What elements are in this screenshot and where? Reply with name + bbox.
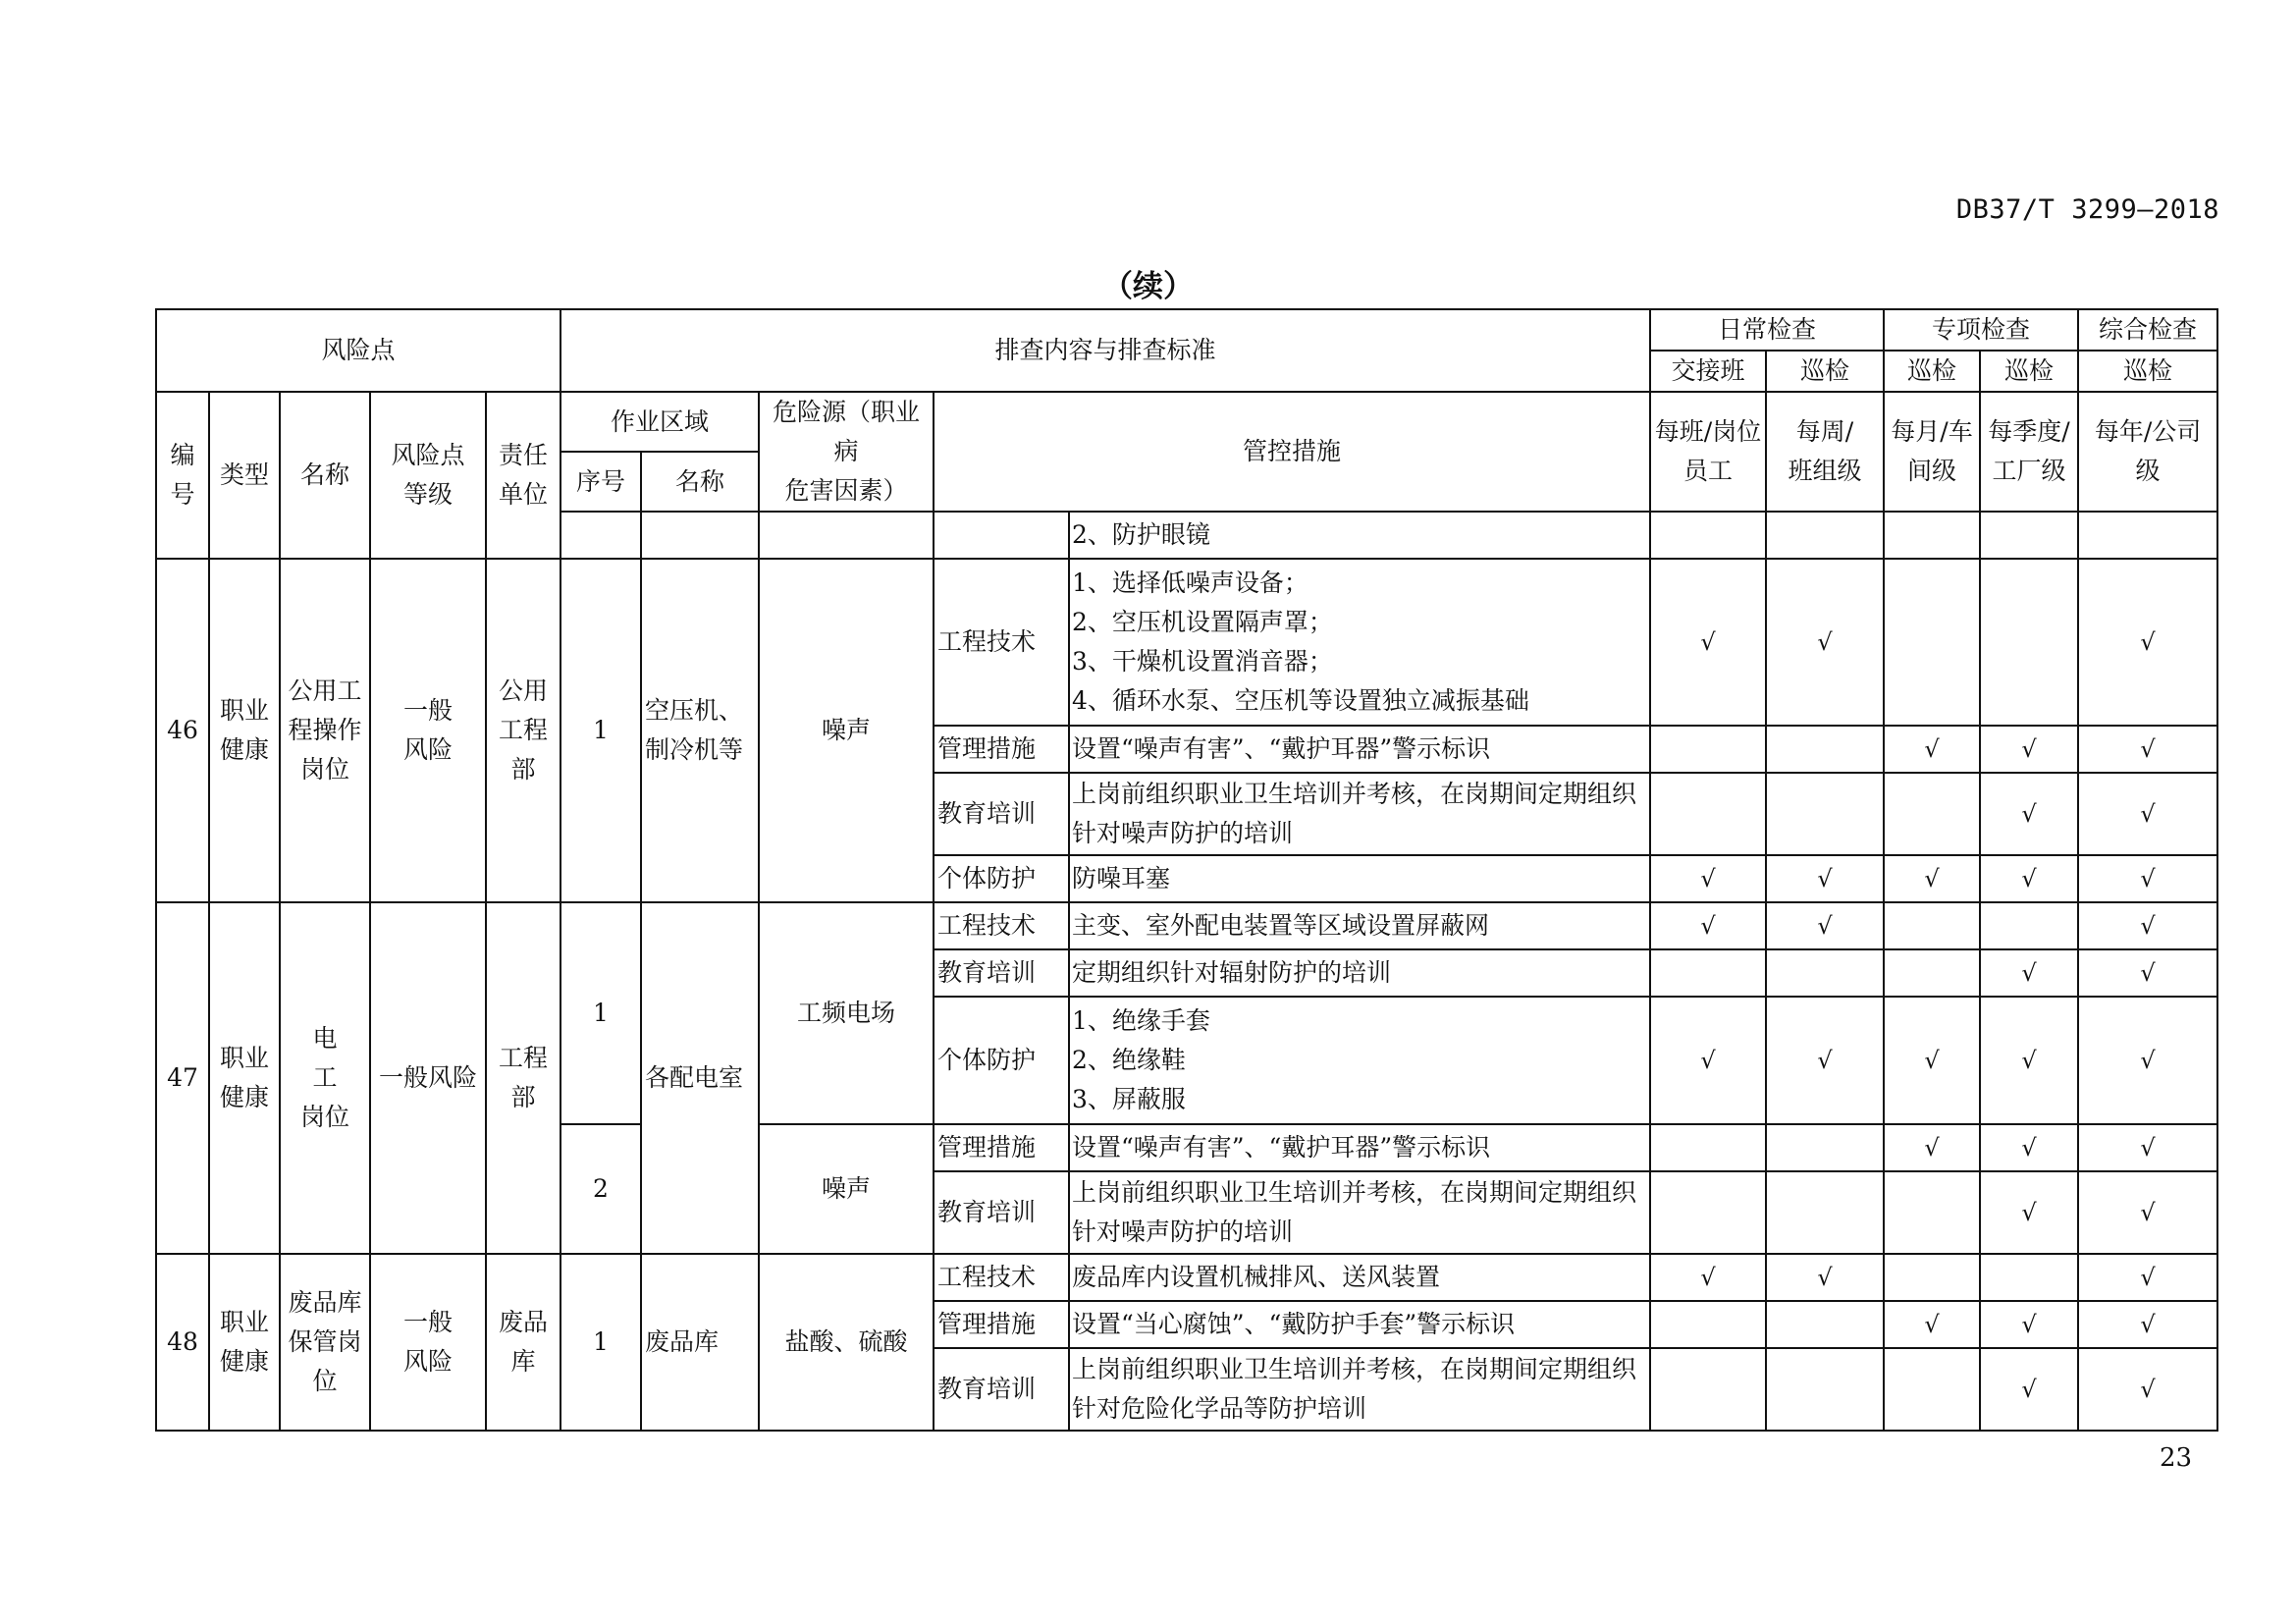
check-mark: √ — [1980, 773, 2078, 855]
check-mark: √ — [1650, 559, 1766, 726]
comprehensive-check-header: 综合检查 — [2078, 309, 2217, 351]
header-row-3 — [156, 392, 2217, 452]
check-mark: √ — [2078, 1348, 2217, 1431]
number-header: 编号 — [156, 392, 209, 559]
control-category: 教育培训 — [934, 949, 1069, 997]
frequency-header: 每年/公司 级 — [2078, 392, 2217, 512]
hazard-source: 盐酸、硫酸 — [759, 1254, 934, 1431]
control-category: 管理措施 — [934, 1301, 1069, 1348]
control-category: 工程技术 — [934, 902, 1069, 949]
table-row-48 — [156, 1254, 2217, 1301]
controls-header: 管控措施 — [934, 392, 1650, 512]
unit-header: 责任 单位 — [486, 392, 561, 559]
header-row-1 — [156, 309, 2217, 351]
check-mark: √ — [2078, 1254, 2217, 1301]
check-mark: √ — [2078, 559, 2217, 726]
frequency-header: 每班/岗位 员工 — [1650, 392, 1766, 512]
check-mark: √ — [1766, 1254, 1884, 1301]
check-mark: √ — [1766, 855, 1884, 902]
area-name-header: 名称 — [641, 452, 759, 512]
check-mark: √ — [1650, 1254, 1766, 1301]
control-category: 管理措施 — [934, 1124, 1069, 1171]
check-mark: √ — [1884, 1124, 1980, 1171]
control-measure: 1、选择低噪声设备； 2、空压机设置隔声罩； 3、干燥机设置消音器； 4、循环水泵、空压机等设置独立减振基础 — [1069, 559, 1650, 726]
inspection-content-header: 排查内容与排查标准 — [561, 309, 1650, 392]
check-mark: √ — [2078, 997, 2217, 1124]
special-check-header: 专项检查 — [1884, 309, 2078, 351]
risk-type: 职业 健康 — [209, 1254, 280, 1431]
check-mark: √ — [1766, 902, 1884, 949]
patrol-header: 巡检 — [1766, 351, 1884, 392]
control-measure: 设置“当心腐蚀”、“戴防护手套”警示标识 — [1069, 1301, 1650, 1348]
daily-check-header: 日常检查 — [1650, 309, 1884, 351]
level-header: 风险点 等级 — [370, 392, 486, 559]
control-category: 管理措施 — [934, 726, 1069, 773]
risk-name: 公用工 程操作 岗位 — [280, 559, 370, 902]
frequency-header: 每月/车 间级 — [1884, 392, 1980, 512]
control-category: 教育培训 — [934, 773, 1069, 855]
risk-name: 废品库 保管岗 位 — [280, 1254, 370, 1431]
risk-type: 职业 健康 — [209, 559, 280, 902]
check-mark: √ — [2078, 1171, 2217, 1254]
check-mark: √ — [2078, 1301, 2217, 1348]
check-mark: √ — [1884, 855, 1980, 902]
risk-type: 职业 健康 — [209, 902, 280, 1254]
area-seq: 1 — [561, 902, 641, 1124]
area-name: 各配电室 — [641, 902, 759, 1254]
responsible-unit: 工程 部 — [486, 902, 561, 1254]
check-mark: √ — [1650, 902, 1766, 949]
continued-title: （续） — [1102, 269, 1194, 304]
table-row-47 — [156, 902, 2217, 949]
check-mark: √ — [1980, 1348, 2078, 1431]
check-mark: √ — [1884, 1301, 1980, 1348]
check-mark: √ — [2078, 726, 2217, 773]
hazard-header: 危险源（职业病 危害因素） — [759, 392, 934, 512]
work-area-header: 作业区域 — [561, 392, 759, 452]
area-name: 空压机、 制冷机等 — [641, 559, 759, 902]
control-measure: 设置“噪声有害”、“戴护耳器”警示标识 — [1069, 726, 1650, 773]
check-mark: √ — [1980, 1301, 2078, 1348]
area-seq: 1 — [561, 1254, 641, 1431]
hazard-source: 工频电场 — [759, 902, 934, 1124]
risk-level: 一般风险 — [370, 902, 486, 1254]
shift-handover-header: 交接班 — [1650, 351, 1766, 392]
risk-name: 电 工 岗位 — [280, 902, 370, 1254]
control-measure: 上岗前组织职业卫生培训并考核，在岗期间定期组织 针对噪声防护的培训 — [1069, 1171, 1650, 1254]
control-category: 个体防护 — [934, 855, 1069, 902]
check-mark: √ — [1980, 1171, 2078, 1254]
control-measure: 设置“噪声有害”、“戴护耳器”警示标识 — [1069, 1124, 1650, 1171]
risk-level: 一般 风险 — [370, 1254, 486, 1431]
control-measure: 废品库内设置机械排风、送风装置 — [1069, 1254, 1650, 1301]
frequency-header: 每季度/ 工厂级 — [1980, 392, 2078, 512]
check-mark: √ — [1884, 997, 1980, 1124]
table-row-46 — [156, 559, 2217, 726]
control-measure: 2、防护眼镜 — [1069, 512, 1650, 559]
responsible-unit: 废品 库 — [486, 1254, 561, 1431]
check-mark: √ — [1650, 997, 1766, 1124]
control-measure: 主变、室外配电装置等区域设置屏蔽网 — [1069, 902, 1650, 949]
check-mark: √ — [1766, 997, 1884, 1124]
check-mark: √ — [2078, 855, 2217, 902]
patrol-header: 巡检 — [1884, 351, 1980, 392]
control-category: 工程技术 — [934, 559, 1069, 726]
check-mark: √ — [1884, 726, 1980, 773]
check-mark: √ — [1980, 1124, 2078, 1171]
control-measure: 防噪耳塞 — [1069, 855, 1650, 902]
page-number: 23 — [2160, 1443, 2193, 1473]
control-measure: 定期组织针对辐射防护的培训 — [1069, 949, 1650, 997]
patrol-header: 巡检 — [1980, 351, 2078, 392]
risk-point-header: 风险点 — [156, 309, 561, 392]
row-number: 46 — [156, 559, 209, 902]
check-mark: √ — [2078, 1124, 2217, 1171]
risk-inspection-table — [155, 308, 2218, 1432]
check-mark: √ — [1980, 855, 2078, 902]
hazard-source: 噪声 — [759, 1124, 934, 1254]
control-category: 教育培训 — [934, 1348, 1069, 1431]
check-mark: √ — [1980, 726, 2078, 773]
type-header: 类型 — [209, 392, 280, 559]
seq-header: 序号 — [561, 452, 641, 512]
area-seq: 1 — [561, 559, 641, 902]
area-seq: 2 — [561, 1124, 641, 1254]
control-measure: 1、绝缘手套 2、绝缘鞋 3、屏蔽服 — [1069, 997, 1650, 1124]
control-category: 工程技术 — [934, 1254, 1069, 1301]
check-mark: √ — [2078, 902, 2217, 949]
row-number: 48 — [156, 1254, 209, 1431]
check-mark: √ — [1766, 559, 1884, 726]
check-mark: √ — [1980, 997, 2078, 1124]
frequency-header: 每周/ 班组级 — [1766, 392, 1884, 512]
row-number: 47 — [156, 902, 209, 1254]
check-mark: √ — [1980, 949, 2078, 997]
patrol-header: 巡检 — [2078, 351, 2217, 392]
control-measure: 上岗前组织职业卫生培训并考核，在岗期间定期组织 针对噪声防护的培训 — [1069, 773, 1650, 855]
standard-code: DB37/T 3299—2018 — [1955, 194, 2219, 225]
responsible-unit: 公用 工程 部 — [486, 559, 561, 902]
risk-level: 一般 风险 — [370, 559, 486, 902]
check-mark: √ — [1650, 855, 1766, 902]
control-measure: 上岗前组织职业卫生培训并考核，在岗期间定期组织 针对危险化学品等防护培训 — [1069, 1348, 1650, 1431]
check-mark: √ — [2078, 773, 2217, 855]
control-category: 教育培训 — [934, 1171, 1069, 1254]
name-header: 名称 — [280, 392, 370, 559]
hazard-source: 噪声 — [759, 559, 934, 902]
check-mark: √ — [2078, 949, 2217, 997]
area-name: 废品库 — [641, 1254, 759, 1431]
control-category: 个体防护 — [934, 997, 1069, 1124]
